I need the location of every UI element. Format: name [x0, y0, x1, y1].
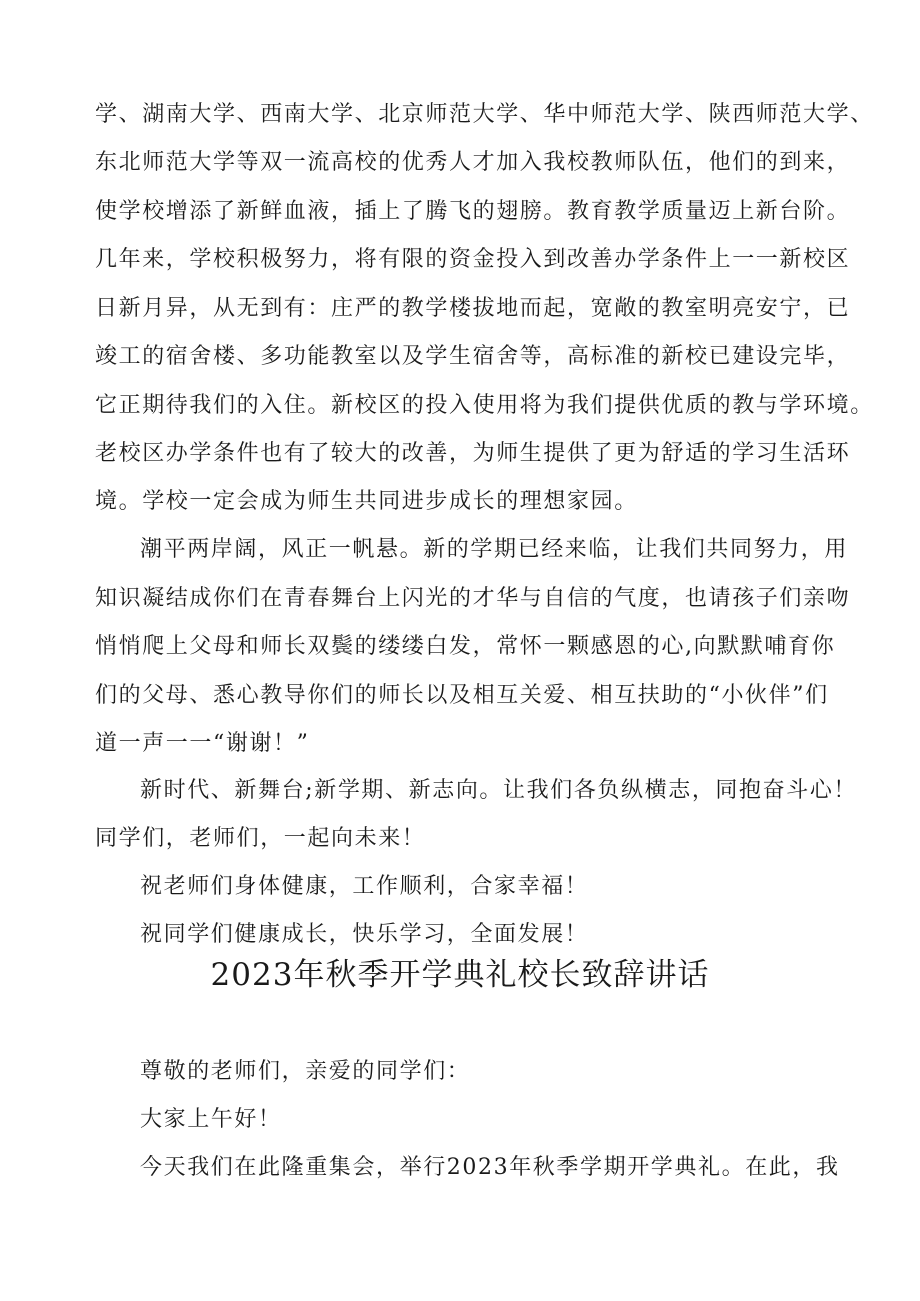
paragraph-line: 学、湖南大学、西南大学、北京师范大学、华中师范大学、陕西师范大学、 — [95, 102, 874, 127]
paragraph-line: 境。学校一定会成为师生共同进步成长的理想家园。 — [95, 489, 638, 514]
paragraph-line: 它正期待我们的入住。新校区的投入使用将为我们提供优质的教与学环境。 — [95, 393, 874, 418]
closing-wish-students: 祝同学们健康成长，快乐学习，全面发展！ — [140, 922, 589, 947]
paragraph-line: 知识凝结成你们在青春舞台上闪光的才华与自信的气度，也请孩子们亲吻 — [95, 586, 851, 611]
greeting: 大家上午好！ — [140, 1107, 282, 1132]
speech-title: 2023年秋季开学典礼校长致辞讲话 — [210, 957, 710, 993]
paragraph-line: 竣工的宿舍楼、多功能教室以及学生宿舍等，高标准的新校已建设完毕， — [95, 344, 851, 369]
paragraph-line: 老校区办学条件也有了较大的改善，为师生提供了更为舒适的学习生活环 — [95, 441, 851, 466]
paragraph-line: 使学校增添了新鲜血液，插上了腾飞的翅膀。教育教学质量迈上新台阶。 — [95, 199, 851, 224]
salutation: 尊敬的老师们，亲爱的同学们： — [140, 1059, 471, 1084]
paragraph-line: 几年来，学校积极努力，将有限的资金投入到改善办学条件上一一新校区 — [95, 247, 851, 272]
paragraph-line: 新时代、新舞台;新学期、新志向。让我们各负纵横志，同抱奋斗心！ — [140, 778, 858, 803]
closing-wish-teachers: 祝老师们身体健康，工作顺利，合家幸福！ — [140, 874, 589, 899]
paragraph-line: 悄悄爬上父母和师长双鬓的缕缕白发，常怀一颗感恩的心,向默默哺育你 — [95, 634, 836, 659]
paragraph-line: 同学们，老师们，一起向未来！ — [95, 826, 426, 851]
paragraph-line: 潮平两岸阔，风正一帆悬。新的学期已经来临，让我们共同努力，用 — [140, 537, 849, 562]
opening-line: 今天我们在此隆重集会，举行2023年秋季学期开学典礼。在此，我 — [140, 1155, 840, 1180]
paragraph-line: 日新月异，从无到有：庄严的教学楼拔地而起，宽敞的教室明亮安宁，已 — [95, 296, 851, 321]
paragraph-line: 们的父母、悉心教导你们的师长以及相互关爱、相互扶助的“小伙伴”们 — [95, 683, 829, 708]
paragraph-line: 道一声一一“谢谢！” — [95, 731, 310, 756]
paragraph-line: 东北师范大学等双一流高校的优秀人才加入我校教师队伍，他们的到来， — [95, 150, 851, 175]
